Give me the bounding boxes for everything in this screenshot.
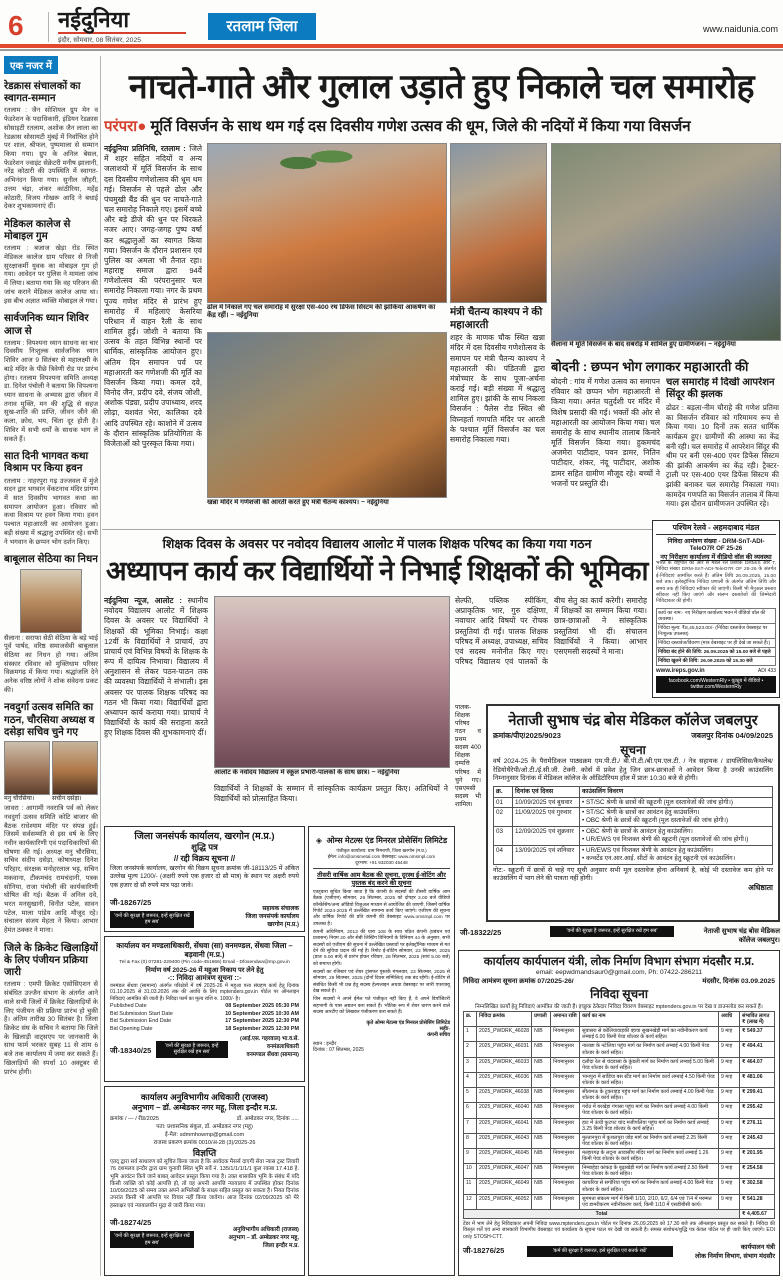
table-row	[494, 827, 773, 846]
railway-row: निविदा खुलने की तिथि: 26.09.2025 को 15.30 बजे	[656, 657, 776, 666]
procession-photo	[207, 143, 447, 303]
tender-row: 10 2025_PWDRK_46047 NIB नियमानुसार निम्बाहेड़ा कांकड़ के बूढ़ाखेड़ी मार्ग का निर्माण कार्य लम्बाई 2.50 किमी पेव्ड शोल्डर के कार्य सहित। 9 माह ₹ 254.58	[464, 1164, 775, 1179]
mhow-case-number: राजस्व प्रकरण क्रमांक 0010/अ-28 (3)/2025-26	[153, 1140, 256, 1146]
cell-details: • ST/SC श्रेणी के छात्रों का आवंटन हेतु काउंसलिंग। • OBC श्रेणी के छात्रों की स्क्रूटनी (मूल दस्तावेजों की जांच होगी।)	[580, 808, 773, 827]
railway-tender-subject: नए निरीक्षण कार्यालय में वीडियो वॉल की व्यवस्था	[660, 554, 772, 561]
railway-row: निविदा बंद होने की तिथि: 26.09.2025 को 15.00 बजे से पहले	[656, 648, 776, 657]
forest-body: वनमंडल सेंधवा (सामान्य) अंतर्गत परिक्षेत्रों में वर्ष 2025-26 में महुआ पत्ता संग्रहण कार्य हेतु दिनांक 01.10.2025 से 31.03.2026 तक की अवधि के लिए mptenders.gov.in पोर्टल पर ऑनलाइन निविदाएं आमंत्रित की जाती हैं। निविदा फार्म का मूल्य राशि रु. 1000/- है।	[110, 982, 299, 1002]
railway-tender-number: निविदा आमंत्रण संख्या - DRM-SnT-ADI- TeleO7R OF 25-26	[667, 538, 765, 552]
oms-heading: तीसरी वार्षिक आम बैठक की सूचना, दूरस्थ ई-वोटिंग और पुस्तक बंद करने की सूचना	[317, 872, 446, 887]
section-banner: रतलाम जिला	[208, 13, 316, 40]
lead-body: जिले में शहर सहित नदियों व अन्य जलाशयों में मूर्ति विसर्जन के साथ दस दिवसीय गणेशोत्सव की धूम थम गई। विसर्जन से पहले ढोल और पंचमुखी बैंड की धुन पर नाचते-गाते चल समारोह निकाले गए। इसमें बच्चे और बड़े डीजे की धुन पर थिरकते नजर आए। जगह-जगह पुष्प वर्षा कर श्रद्धालुओं का स्वागत किया गया। विसर्जन के दौरान प्रशासन एवं पुलिस का अमला भी तैनात रहा। महाराष्ट्र समाज द्वारा 94वें गणेशोत्सव की परंपरानुसार चल समारोह निकाला गया। नगर के प्रथम पूज्य गणेश मंदिर से प्रारंभ हुए समारोह में महिलाएं केसरिया परिधान में वाहन रैली के साथ शामिल हुईं। जोशी ने बताया कि उत्सव के तहत विभिन्न स्थानों पर धार्मिक, सांस्कृतिक आयोजन हुए। अंतिम दिन समापन पर्व पर महाआरती कर गणेशजी की मूर्ति का विसर्जन किया गया। कमल दवे, विनोद जैन, प्रदीप दवे, संजय जोशी, अशोक पंड्या, प्रदीप उपाध्याय, शरद लोढ़ा, यशवंत भेरा, कालिका दवे आदि उपस्थित रहे। काशोने में उत्सव के दौरान सांस्कृतिक प्रतियोगिता के विजेताओं को पुरस्कृत किया गया।	[104, 144, 202, 448]
pwd-signature: कार्यपालन यंत्री लोक निर्माण विभाग, संभाग मंदसौर	[695, 1244, 775, 1261]
header-divider	[48, 12, 49, 42]
railway-ad-ref: ADI 433	[757, 667, 776, 674]
mhow-sdm-ad	[104, 1086, 305, 1276]
company-logo-icon: ◈	[315, 836, 323, 845]
ad-number: जी-18276/25	[463, 1246, 505, 1256]
left-rail	[4, 56, 98, 1276]
col-header: काउंसलिंग विवरण	[580, 786, 773, 797]
forest-subject: निर्माण वर्ष 2025-26 में महुआ निकाय पर लेने हेतु	[145, 966, 264, 974]
school-photo-caption: आलोट के नवोदय विद्यालय में स्कूल प्रभारी-पालकों के साथ छात्र। ~ नईदुनिया	[214, 769, 400, 776]
rail-article-title: सार्वजनिक ध्यान शिविर आज से	[4, 313, 89, 337]
railway-row: कार्य का नाम:- नए निरीक्षण कार्यालय भवन में वीडियो वॉल की व्यवस्था।	[656, 608, 776, 624]
masthead-rule	[58, 32, 186, 34]
railway-ad-rows	[656, 608, 776, 666]
rail-article-body: सैलाना : सराफा सेठी सेठिया के बड़े भाई पूर्व पार्षद, वरिष्ठ समाजसेवी बाबूलाल सेठिया का निधन हो गया। अंतिम संस्कार रविवार को मुक्तिधाम परिसर विक्रमगढ़ में किया गया। श्रद्धांजलि देने अनेक वरिष्ठ लोगों ने शोक संवेदना प्रकट की।	[4, 634, 98, 694]
story2-headline: अध्यापन कार्य कर विद्यार्थियों ने निभाई शिक्षकों की भूमिका	[105, 556, 649, 586]
railway-ad-title: पश्चिम रेलवे - अहमदाबाद मंडल	[656, 523, 776, 535]
rail-article-title: बाबूलाल सेठिया का निधन	[4, 554, 98, 566]
minister-aarti-sub	[450, 306, 545, 526]
rail-article	[4, 313, 98, 444]
mhow-date: डॉ. अम्बेडकर नगर, दिनांक .....	[236, 1116, 299, 1122]
kicker-text: मूर्ति विसर्जन के साथ थम गई दस दिवसीय गणेश उत्सव की धूम, जिले की नदियों में किया गया विसर्जन	[150, 118, 691, 135]
ad-number: जी-18267/25	[110, 897, 152, 907]
cell-sn: 01	[494, 797, 513, 808]
tender-row: 5 2025_PWDRK_46038 NIB नियमानुसार सीतामऊ के टुकराहड़ पहुंच मार्ग का निर्माण कार्य लम्बाई 4.00 किमी पेव्ड शोल्डर के कार्य सहित। 9 माह ₹ 299.41	[464, 1088, 775, 1103]
railway-row: निविदा मूल्य: ₹8,45,523.00/- (निविदा दस्तावेज वेबसाइट पर निःशुल्क उपलब्ध)	[656, 624, 776, 639]
one-look-header: एक नजर में	[4, 56, 58, 74]
subhead-body: ढोढर : बड़ला-नीम चौराहे की गणेश प्रतिमा का विसर्जन रविवार को गरिमामय रूप से किया गया। 10 दिनों तक सतत धार्मिक कार्यक्रम हुए। ग्रामीणों की आस्था का केंद्र बनी रही। चल समारोह में आपरेशन सिंदूर की थीम पर बनी एस-400 एयर डिफेंस सिस्टम की झांकी आकर्षण का केंद्र रही। ट्रैक्टर-ट्राली पर एस-400 एयर डिफेंस सिस्टम की झांकी बनाकर चल समारोह निकाला गया। कामदेव गणपति का विसर्जन तालाब में किया गया। इस दौरान ग्रामीणजन उपस्थित रहे।	[666, 403, 779, 509]
tender-row: 4 2025_PWDRK_46036 NIB नियमानुसार भानपुरा में सांडिया बस स्टैंड मार्ग का निर्माण कार्य लम्बाई 4.50 किमी पेव्ड शोल्डर के कार्य सहित। 9 माह ₹ 481.06	[464, 1072, 775, 1087]
rule-gray	[0, 49, 783, 51]
pwd-note: टेंडर में भाग लेने हेतु निविदाकार अपनी निविदा www.mptenders.gov.in पोर्टल पर दिनांक 26.09.2025 को 17.30 बजे तक ऑनलाइन प्रस्तुत कर सकते हैं। निविदा की विस्तृत शर्तें एवं अन्य जानकारी विभागीय वेबसाइट एवं कार्यालय के सूचना पटल पर देखी जा सकती है। समस्त संशोधन/शुद्धि पत्र केवल पोर्टल पर ही जारी किए जाएंगे। EOI only STOSH-CTT.	[463, 1220, 775, 1240]
date-row: Bid Submission Start Date 10 September 2025 10:30 AM	[110, 1010, 299, 1017]
medical-note: नोट:- स्क्रूटनी में छात्रों से चाहे गए सूची अनुसार सभी मूल दस्तावेज होना अनिवार्य है, कोई भी दस्तावेज कम होने पर काउंसलिंग में भाग लेने की पात्रता नहीं होगी।	[493, 866, 773, 882]
oms-paragraph: सदस्यों का रजिस्टर एवं शेयर ट्रांसफर पुस्तकें मंगलवार, 23 सितम्बर, 2025 से सोमवार, 29 सितम्बर, 2025 (दोनों दिवस सम्मिलित) तक बंद रहेंगी। ई-वोटिंग से संबंधित किसी भी प्रश्न हेतु सदस्य हेल्पलाइन अथवा वेबसाइट पर जारी एफएक्यू देख सकते हैं।	[313, 969, 450, 994]
bodni-body: बोदनी : गांव में गणेश उत्सव का समापन रविवार को छप्पन भोग महाआरती से किया गया। अनंत चतुर्दशी पर मंदिर में विशेष प्रसादी की गई। भक्तों की ओर से महाआरती का आयोजन किया गया। चल समारोह के साथ स्थानीय तालाब किनारे मूर्ति विसर्जन किया गया। हुकमचंद अजमेरा पाटीदार, पवन डामर, नितिन पाटीदार, शंकर, नंदू पाटीदार, अशोक डामर सहित ग्रामीण मौजूद रहे। बच्चों ने भजनों पर प्रस्तुति दी।	[551, 377, 660, 488]
ad-number: जी-18322/25	[460, 928, 502, 937]
date-row: Published Date 08 September 2025 05:30 PM	[110, 1003, 299, 1009]
cell-sn: 04	[494, 845, 513, 864]
khargone-title: जिला जनसंपर्क कार्यालय, खरगोन (म.प्र.)	[134, 831, 275, 842]
story2-thin-column: पालक-शिक्षक परिषद गठन व प्रथम सदस्य 400 शिक्षक दम्पत्ति परिषद में चुने गए। एसएमसी सदस्य भी शामिल।	[455, 704, 481, 808]
tender-row: 6 2025_PWDRK_46040 NIB नियमानुसार गरोठ में बरखेड़ा गंगासा पहुंच मार्ग का निर्माण कार्य लम्बाई 4.00 किमी पेव्ड शोल्डर के कार्य सहित। 9 माह ₹ 295.42	[464, 1103, 775, 1118]
school-photo	[214, 596, 450, 768]
story2-body: स्थानीय नवोदय विद्यालय आलोट में शिक्षक दिवस के अवसर पर विद्यार्थियों ने शिक्षकों की भूमिका निभाई। कक्षा 12वीं के विद्यार्थियों ने प्राचार्य, उप प्राचार्य एवं विभिन्न विषयों के शिक्षक के रूप में दायित्व निभाया। विद्यालय में अनुशासन से लेकर पठन-पाठन तक की व्यवस्था विद्यार्थियों ने संभाली। इस अवसर पर पालक शिक्षक परिषद का गठन भी किया गया। विद्यार्थियों द्वारा अध्यापन कार्य कराया गया। प्राचार्य ने विद्यार्थियों के कार्य की सराहना करते हुए शिक्षक दिवस की शुभकामनाएं दीं।	[104, 596, 208, 738]
railway-row: निविदा दस्तावेज/विवरण (मात्र वेबसाइट पर ही देखे जा सकते हैं।)	[656, 639, 776, 648]
mhow-email[interactable]: ई-मेल: sdmmhowmp@gmail.com	[164, 1132, 245, 1138]
subhead: चल समारोह में दिखी आपरेशन सिंदूर की झलक	[666, 377, 775, 400]
rail-article-title: रेडक्रास संचालकों का स्वागत-सम्मान	[4, 81, 81, 105]
cell-date: 13/09/2025 एवं शनिवार	[513, 845, 580, 864]
mhow-subtitle: अनुभाग – डॉ. अम्बेडकर नगर महू, जिला इन्दौर म.प्र.	[131, 1103, 278, 1112]
story2-column-left	[104, 596, 208, 824]
pwd-date: मंदसौर, दिनांक 03.09.2025	[702, 978, 775, 985]
date-row: Bid Opening Date 18 September 2025 12:30 PM	[110, 1025, 299, 1032]
tender-row: 7 2025_PWDRK_46041 NIB नियमानुसार हाट में ऊंची फुटपट चांद मजीपलिया पहुंच मार्ग का निर्माण कार्य लम्बाई 3.25 किमी पेव्ड शोल्डर के कार्य सहित। 9 माह ₹ 276.11	[464, 1118, 775, 1133]
lead-kicker	[104, 116, 779, 138]
tender-row: 2 2025_PWDRK_46031 NIB नियमानुसार नालछा के नटेलिया पहुंच मार्ग का निर्माण कार्य लम्बाई 4.00 किमी पेव्ड शोल्डर के कार्य सहित। 9 माह ₹ 494.41	[464, 1042, 775, 1057]
aarti-photo-caption: खन्ना मंदिर में गणेशजी की आरती करते हुए मंत्री चैतन्य काश्यप। ~ नईदुनिया	[207, 499, 389, 506]
col-header: क्र.	[494, 786, 513, 797]
rail-article-title: जिले के क्रिकेट खिलाड़ियों के लिए पंजीयन प्रक्रिया जारी	[4, 942, 98, 979]
total-row: Total ₹ 4,405.67	[464, 1209, 775, 1218]
page-header	[0, 0, 783, 52]
story2-kicker: शिक्षक दिवस के अवसर पर नवोदय विद्यालय आलोट में पालक शिक्षक परिषद का किया गया गठन	[162, 537, 592, 551]
cell-sn: 03	[494, 827, 513, 846]
oms-paragraph: कंपनी अधिनियम, 2013 की धारा 108 के साथ पठित कंपनी (प्रबंधन एवं प्रशासन) नियम 20 और सेबी लिस्टिंग विनियमों के विनियम 44 के अनुसार, सभी सदस्यों को एजीएम की सूचना में उल्लेखित प्रस्तावों पर इलेक्ट्रॉनिक माध्यम से मत देने की सुविधा प्रदान की गई है। रिमोट ई-वोटिंग सोमवार, 22 सितम्बर, 2025 (प्रातः 9.00 बजे) से प्रारंभ होकर रविवार, 28 सितम्बर, 2025 (सायं 5.00 बजे) को समाप्त होगी।	[313, 929, 450, 967]
rally-photo	[450, 143, 547, 303]
rail-article	[4, 81, 98, 212]
oms-paragraph: जिन सदस्यों ने अपने ईमेल पते पंजीकृत नहीं किए हैं, वे अपने डिपॉजिटरी सहभागी के पास अद्यतन करा सकते हैं। भौतिक रूप में शेयर धारण करने वाले सदस्य आरटीए को लिखकर पंजीकरण करा सकते हैं।	[313, 997, 450, 1015]
mhow-address: पता: प्रशासनिक संकुल, डॉ. अम्बेडकर नगर (महू)	[156, 1124, 253, 1130]
table-row	[494, 808, 773, 827]
forest-tender-ad	[104, 936, 305, 1082]
forest-contact[interactable]: Tel & Fax (0) 07281-229400 (Pin code-451666) Email - Dfosendwa@mp.gov.in	[119, 959, 290, 965]
pwd-tender-ad	[458, 950, 780, 1276]
rail-article	[4, 451, 98, 547]
medical-signature: अधिष्ठाता	[748, 883, 773, 893]
railway-website-link[interactable]: www.ireps.gov.in	[656, 667, 705, 674]
pwd-notice-label: निविदा सूचना	[590, 987, 648, 1001]
cell-details: • OBC श्रेणी के छात्रों के आवंटन हेतु काउंसलिंग। • UR/EWS एवं निःशक्त श्रेणी की स्क्रूटनी (मूल दस्तावेजों की जांच होगी।)	[580, 827, 773, 846]
rail-article	[4, 219, 98, 306]
pwd-ref: निविदा आमंत्रण सूचना क्रमांक 07/2025-26/	[463, 978, 574, 985]
mhow-ref: क्रमांक / — / रीड/2025	[110, 1116, 160, 1122]
pwd-table	[463, 1011, 775, 1219]
photo-caption: सचीन दसेड़ा।	[52, 795, 82, 803]
rail-article	[4, 554, 98, 695]
khargone-signature: सहायक संचालक जिला जनसंपर्क कार्यालय खरगोन (म.प्र.)	[245, 906, 299, 929]
forest-title: कार्यालय वन मण्डलाधिकारी, सेंधवा (सा) वनमण्डल, सेंधवा जिला – बड़वानी (म.प्र.)	[116, 941, 293, 960]
medical-date: जबलपुर दिनांक 04/09/2025	[691, 731, 773, 740]
committee-secretary-photo	[52, 741, 98, 795]
immersion-photo	[551, 143, 781, 341]
table-header-row	[494, 786, 773, 797]
tender-row: 12 2025_PWDRK_46052 NIB नियमानुसार सुगमता संकल्प मार्ग में किमी 1/10, 2/10, 6/2, 6/4 एवं 7/4 में मरम्मत एवं डामरीकरण नवीनीकरण कार्य, किमी 1/10 में एसडीबीसी कार्य। 9 माह ₹ 541.28	[464, 1194, 775, 1209]
subhead: मंत्री चैतन्य काश्यप ने की महाआरती	[450, 306, 543, 331]
oms-metals-ad	[308, 826, 455, 1276]
rail-article-title: सात दिनी भागवत कथा विश्राम पर किया हवन	[4, 451, 89, 475]
pwd-email[interactable]: email: eepwdmandsaur0@gmail.com, Ph: 07422-286211	[535, 969, 702, 976]
website-link[interactable]: www.naidunia.com	[702, 24, 778, 34]
medical-college-notice	[486, 704, 780, 922]
cell-date: 12/09/2025 एवं शुक्रवार	[513, 827, 580, 846]
medical-ref-number: क्रमांक/पीए/2025/9023	[493, 731, 561, 740]
railway-social-strip[interactable]: facebook.com/WesternRly • यूट्यूब में वीडियो • twitter.com/WesternRly	[656, 676, 776, 694]
rule-red	[0, 44, 783, 48]
masthead-logo: नईदुनिया	[58, 7, 130, 32]
cell-date: 11/09/2025 एवं गुरुवार	[513, 808, 580, 827]
procession-photo-caption: ढोल में निकाले गए चल समारोह में सुरक्षा एस-400 रथ डिफेंस सिस्टम की झांकियां आकर्षण का केंद्र रहीं। ~ नईदुनिया	[207, 304, 436, 320]
slogan-strip: 'वनों की सुरक्षा है जरूरत, इन्हें सुरक्षित रखें हम सब'	[156, 1041, 228, 1059]
col-header: दिनांक एवं दिवस	[513, 786, 580, 797]
rail-article-title: मेडिकल कालेज से मोबाइल गुम	[4, 218, 71, 243]
oms-place-date: स्थान : इन्दौर दिनांक : 07 सितम्बर, 2025	[313, 1041, 364, 1054]
tender-row: 3 2025_PWDRK_46033 NIB नियमानुसार दलौदा रेल से चंदवासा के कुंडली मार्ग का निर्माण कार्य लम्बाई 5.00 किमी पेव्ड शोल्डर के कार्य सहित। 9 माह ₹ 464.07	[464, 1057, 775, 1072]
rail-article	[4, 943, 98, 1077]
khargone-body: जिला जनसंपर्क कार्यालय, खरगोन की विक्रय सूचना क्रमांक जी-18113/25 में अंकित उल्लेख मूल्य 1200/- (अक्षरी रुपये एक हजार दो सौ मात्र) के स्थान पर अक्षरी रुपये एक हजार दो सौ रुपये मात्र पढ़ा जावे।	[110, 865, 299, 889]
rail-article	[4, 702, 98, 935]
tender-row: 8 2025_PWDRK_46043 NIB नियमानुसार मुल्तानपुरा में कुशलपुरा जोड़ मार्ग का निर्माण कार्य लम्बाई 2.25 किमी पेव्ड शोल्डर के कार्य सहित। 9 माह ₹ 245.43	[464, 1133, 775, 1148]
mhow-signature: अनुविभागीय अधिकारी (राजस्व) अनुभाग – डॉ. अम्बेडकर नगर महू, जिला इन्दौर म.प्र.	[228, 1226, 299, 1249]
slogan-strip: 'वनों की सुरक्षा है जरूरत, इन्हें सुरक्षित रखें हम सब'	[110, 1231, 194, 1249]
medical-notice-footer	[458, 926, 780, 946]
rail-divider	[100, 56, 101, 1276]
date-row: Bid Submission End Date 17 September 2025 12:30 PM	[110, 1018, 299, 1025]
lead-byline: नईदुनिया प्रतिनिधि, रतलाम :	[104, 144, 186, 153]
mhow-title: कार्यालय अनुविभागीय अधिकारी (राजस्व)	[140, 1092, 269, 1102]
oms-signature: कृते ओम्स मेटल्स एंड मिनरल प्रोसेसिंग लिमिटेड सही/- कंपनी सचिव	[366, 1020, 450, 1039]
khargone-ad	[104, 826, 305, 932]
oms-phone: दूरभाष: +91 932030 45448	[355, 860, 408, 865]
immersion-photo-caption: सैलाना में मूर्ति विसर्जन के बाद सबरोड़ में शामिल हुए ग्रामीणजन। ~ नईदुनिया	[551, 341, 736, 348]
counselling-table	[493, 786, 773, 865]
operation-sindoor-sub	[666, 377, 779, 526]
ad-number: जी-18274/25	[110, 1217, 152, 1227]
medical-title: नेताजी सुभाष चंद्र बोस मेडिकल कॉलेज जबलपुर	[508, 713, 758, 729]
subhead-body: शहर के माणक चौक स्थित खन्ना मंदिर में दस दिवसीय गणेशोत्सव के समापन पर मंत्री चैतन्य काश्यप ने महाआरती की। पंडितजी द्वारा मंत्रोच्चार के साथ पूजा-अर्चना कराई गई। बड़ी संख्या में श्रद्धालु शामिल हुए। झांकी के साथ निकला विसर्जन : पैलेस रोड स्थित श्री विघ्नहर्ता गणपति मंदिर पर आरती के पश्चात मूर्ति विसर्जन का चल समारोह निकाला गया।	[450, 333, 545, 444]
rail-article-body: रतलाम : जैन सोशियल ग्रुप मेन व फेडरेशन के पदाधिकारी, इंडियन रेडक्रास सोसाइटी रतलाम, अशोक जैन लाला का रेडक्रास सोसायटी मुंबई में निर्वाचित होने पर शाल, श्रीफल, पुष्पमाला से सम्मान किया गया। ग्रुप के अनिल बेसल, फेडरेशन ज्वाइंट सेक्रेटरी मनीष झालानी, नरेंद्र कोठारी की उपस्थिति में स्वागत-अभिनंदन किया गया। सुनील जौहरी, उत्तम चंद्रा, शंकर कांठीरिया, महेंद्र कोठारी, विजय गोखरू आदि ने बधाई देकर शुभकामनाएं दीं।	[4, 107, 98, 211]
page-number: 6	[8, 10, 24, 41]
tender-row: 9 2025_PWDRK_46045 NIB नियमानुसार मल्हारगढ़ के लदूना आवासीय मंदिर मार्ग का निर्माण कार्य लम्बाई 1.26 किमी पेव्ड शोल्डर के कार्य सहित। 9 माह ₹ 201.95	[464, 1148, 775, 1163]
story2-column-right: सेल्फी, पब्लिक स्पीकिंग, अप्राकृतिक भार, गुरु दक्षिणा, नवाचार आदि विषयों पर रोचक प्रस्तुतियां दी गईं। पालक शिक्षक परिषद में अध्यक्ष, उपाध्यक्ष, सचिव एवं सदस्य मनोनीत किए गए। परिषद विद्यालय एवं पालकों के बीच सेतु का कार्य करेगी। समारोह में शिक्षकों का सम्मान किया गया। छात्र-छात्राओं ने सांस्कृतिक प्रस्तुतियां भी दीं। संचालन विद्यार्थियों ने किया। आभार एसएमसी सदस्यों ने माना।	[455, 596, 647, 667]
rail-article-body: रतलाम : एमपी क्रिकेट एसोसिएशन से संबंधित उज्जैन संभाग के अंतर्गत आने वाले सभी जिलों में क्रिकेट खिलाड़ियों के लिए पंजीयन की प्रक्रिया प्रारंभ हो चुकी है। अंतिम तारीख 30 सितंबर है। जिला क्रिकेट संघ के सचिव ने बताया कि जिले के खिलाड़ी वाट्सएप पर जानकारी के साथ फार्म भरकर सुबह 11 से शाम 6 बजे तक कार्यालय में जमा कर सकते हैं। खिलाड़ियों की स्पर्धा 10 अक्टूबर से प्रारंभ होगी।	[4, 981, 98, 1076]
bodni-subhead: बोदनी : छप्पन भोग लगाकर महाआरती की	[551, 359, 749, 374]
lead-headline: नाचते-गाते और गुलाल उड़ाते हुए निकाले चल समारोह	[128, 68, 755, 106]
medical-body: वर्ष 2024-25 के पैरामेडिकल पाठ्यक्रम एम.पी.टी./ बी.पी.टी./बी.एम.एल.टी. / नेत्र सहायक / डायलिसिस/कैथलेब/रेडियोथैरेपी/ओ.टी./ई.सी.जी. टेक्नी. कोर्स में प्रवेश हेतु जिन छात्र-छात्राओं ने आवेदन किया है उनकी काउंसलिंग निम्नानुसार दिनांक में मेडिकल कॉलेज के ऑडिटोरियम हॉल में प्रातः 10:30 बजे से होगी।	[493, 758, 773, 783]
mhow-body: एतद् द्वारा सर्व साधारण को सूचित किया जाता है कि आवेदक मैसर्स दाएगी सेवा न्यास ट्रस्ट तिवारी 76 दशमलव इन्दौर द्वारा ग्राम चुनावी स्थित भूमि सर्वे नं. 135/1/1/1/1/1 कुल रकबा 17.418 हे. भूमि आवंटन किये जाने बाबत् आवेदन प्रस्तुत किया गया है। उक्त शासकीय भूमि के संबंध में यदि किसी व्यक्ति को कोई आपत्ति हो, तो वह अपनी आपत्ति न्यायालय में उपस्थित होकर दिनांक 10/09/2025 को समय उक्त अपने अभिलेखों के साक्ष्य सहित प्रस्तुत कर सकता है। नियत दिनांक उपरांत किसी भी आपत्ति पर विचार नहीं किया जावेगा। आज दिनांक 02/09/2025 को मेरे हस्ताक्षर एवं न्यायालयीन मुद्रा से जारी किया गया।	[110, 1159, 299, 1209]
cell-sn: 02	[494, 808, 513, 827]
tender-row: 11 2025_PWDRK_46049 NIB नियमानुसार काचरिया से सगोरिया पहुंच मार्ग का निर्माण कार्य लम्बाई 4.00 किमी पेव्ड शोल्डर के कार्य सहित। 9 माह ₹ 302.58	[464, 1179, 775, 1194]
table-row	[494, 845, 773, 864]
rail-article-body: रतलाम : विपश्यना ध्यान साधना का चार दिवसीय निःशुल्क सार्वजनिक ध्यान शिविर आज 9 सितंबर से महालक्ष्मी के बाड़े मंदिर के पीछे त्रिवेणी रोड पर प्रारंभ होगा। रतलाम विपश्यना समिति अध्यक्ष डा. दिनेश पंचोली ने बताया कि विपश्यना ध्यान साधना के अभ्यास द्वारा जीवन में तनाव मुक्ति, मन की शुद्धि से सहज सुख-शांति की प्राप्ति, जीवन जीने की कला, क्रोध, भय, चिंता दूर होती है। शिविर में सभी धर्मों के साधक भाग ले सकते हैं।	[4, 339, 98, 443]
rail-article-body: जावरा : आगामी नवरात्रि पर्व को लेकर नवदुर्गा उत्सव समिति कोटि बाजार की बैठक राधेश्याम मंदिर पर संपन्न हुई। जिसमें सर्वसम्मति से इस वर्ष के लिए नवीन कार्यकारिणी एवं पदाधिकारियों की घोषणा की गई। अध्यक्ष मनु चौरसिया, सचिव संदीप दसेड़ा, कोषाध्यक्ष दिनेश परिहार, संरक्षक मनोहरलाल भट्ट, सचिन मकवाना, टीकमचंद रामचंदानी, पत्रक सोनिया, राजा पंचोली की कार्यकारिणी घोषित की गई। बैठक में अनिल दवे, भरत मनसुखानी, विनीत पटेल, सावन पटेल, माला पांडेय आदि मौजूद रहे। संचालन संजय मेहता ने किया। आभार हेमंत ठक्कर ने माना।	[4, 805, 98, 935]
committee-president-photo	[4, 741, 50, 795]
slogan-strip: 'कर्म की सुरक्षा है जरूरत, इसे सुरक्षित एवं सतर्क रखें'	[527, 1246, 673, 1257]
obituary-photo	[20, 569, 82, 633]
khargone-notice-type: // रद्दी विक्रय सूचना //	[173, 854, 236, 864]
photo-caption: मनु चौरसिया।	[4, 795, 35, 803]
lead-column-1	[104, 144, 202, 526]
ad-number: जी-18340/25	[110, 1046, 152, 1056]
pwd-title: कार्यालय कार्यपालन यंत्री, लोक निर्माण विभाग संभाग मंदसौर म.प्र.	[483, 956, 755, 968]
rail-article-body: रतलाम : नाहरपुरा गढ़ उज्जवल में मुंजे सदन द्वार भगवान वेंकटनाथ मंदिर प्रांगण में सात दिवसीय भागवत कथा का समापन आयोजन हुआ। रविवार को कथा विश्राम पर हवन किया गया। हवन पश्चात महाआरती का आयोजन हुआ। बड़ी संख्या में श्रद्धालु उपस्थित रहे। सभी ने भगवान के छप्पन भोग दर्शन किए।	[4, 477, 98, 546]
forest-notice-label: -:: निविदा आमंत्रण सूचना ::-	[167, 974, 242, 982]
oms-paragraph: एतद्द्वारा सूचित किया जाता है कि कंपनी के सदस्यों की तीसरी वार्षिक आम बैठक (एजीएम) सोमवार, 29 सितम्बर, 2025 को दोपहर 3.00 बजे वीडियो कॉन्फ्रेंसिंग/अन्य ऑडियो विजुअल माध्यम से आयोजित की जाएगी, जिसमें वार्षिक रिपोर्ट 2024-2025 में उल्लेखित सामान्य कार्य किए जाएंगे। एजीएम की सूचना और वार्षिक रिपोर्ट की प्रति कंपनी की वेबसाइट www.omsmpl.com पर उपलब्ध है।	[313, 890, 450, 927]
slogan-strip: 'वनों की सुरक्षा है जरूरत, इन्हें सुरक्षित रखें हम सब'	[550, 926, 674, 937]
story2-below-photo: विद्यार्थियों ने शिक्षकों के सम्मान में सांस्कृतिक कार्यक्रम प्रस्तुत किए। अतिथियों ने विद्यार्थियों को प्रोत्साहित किया।	[214, 784, 448, 804]
cell-details: • UR/EWS एवं निःशक्त श्रेणी के आवंटन हेतु काउंसलिंग। • कन्वर्टेड एन.आर.आई. सीटों के आवंटन हेतु स्क्रूटनी एवं काउंसलिंग।	[580, 845, 773, 864]
mhow-notice-label: विज्ञप्ति	[192, 1148, 217, 1158]
medical-notice-label: सूचना	[620, 743, 646, 757]
dateline: इंदौर, सोमवार, 08 सितंबर, 2025	[58, 37, 142, 45]
oms-address: पंजीकृत कार्यालय: ग्राम निमराणी, जिला खरगोन (म.प्र.)	[336, 848, 427, 853]
oms-contact[interactable]: ईमेल: info@omsmetal.com वेबसाइट: www.omsmpl.com	[327, 854, 436, 859]
tender-row: 1 2025_PWDRK_46028 NIB नियमानुसार सुवासरा से कोलियावाड़की व्हाया सुखनखेड़ी मार्ग का नवीनीकरण कार्य लम्बाई 6.00 किमी पेव्ड शोल्डर के कार्य सहित। 9 माह ₹ 549.37	[464, 1027, 775, 1042]
railway-tender-ad	[652, 520, 780, 698]
kicker-label: परंपरा●	[104, 118, 147, 135]
aarti-photo	[207, 332, 447, 498]
khargone-subtitle: शुद्धि पत्र	[191, 842, 218, 853]
slogan-strip: 'वनों की सुरक्षा है जरूरत, इन्हें सुरक्षित रखें हम सब'	[110, 911, 194, 929]
cell-date: 10/09/2025 एवं बुधवार	[513, 797, 580, 808]
story2-byline: नईदुनिया न्यूज, आलोट :	[104, 596, 182, 605]
medical-signature-2: नेताजी सुभाष चंद्र बोस मेडिकल कॉलेज जबलपुर।	[703, 928, 780, 944]
rail-article-body: रतलाम : बजाज खेड़ा रोड स्थित मेडिकल कालेज ग्राम परिसर से निजी सुरक्षाकर्मी युवक का मोबाइल गुम हो गया। आवेदन पर पुलिस ने मामला जांच में लिया। बताया गया कि वह परिजन की जांच कराने मेडिकल कालेज आया था। इस बीच अज्ञात व्यक्ति मोबाइल ले गया।	[4, 245, 98, 305]
railway-ad-body: भारत के राष्ट्रपति की ओर से मंडल रेल प्रबंधक DRM/S और T, निविदा संख्या DRM-SnT-ADI-TeleO7R OF 25-26 के अंतर्गत ई-निविदाएं आमंत्रित करते हैं। अंतिम तिथि 26.09.2025, 15.00 बजे तक। इलेक्ट्रॉनिक निविदा प्रणाली के अंतर्गत अंतिम तिथि और समय तक ही निविदाएं स्वीकार की जाएंगी। किसी भी मैनुअल प्रस्ताव स्वीकार नहीं किए जाएंगे और संलग्न दस्तावेजों की जिम्मेदारी निविदाकार की होगी।	[656, 561, 776, 605]
table-row	[494, 797, 773, 808]
oms-logo-row	[313, 830, 450, 869]
oms-company-name: ओम्स मेटल्स एंड मिनरल प्रोसेसिंग लिमिटेड	[326, 836, 448, 845]
table-header-row: क्र. निविदा क्रमांक प्रणाली अमानत राशि कार्य का नाम अवधि संभावित लागत ₹ (लाख में)	[464, 1012, 775, 1027]
cell-details: • ST/SC श्रेणी के छात्रों की स्क्रूटनी (मूल दस्तावेजों की जांच होगी।)	[580, 797, 773, 808]
pwd-intro: निम्नलिखित कार्यों हेतु निविदाएं आमंत्रित की जाती हैं। इच्छुक ठेकेदार निविदा विवरण वेबसाइट mptenders.gov.in पर देख व डाउनलोड कर सकते हैं।	[475, 1004, 763, 1010]
forest-signature: (आई.एस. गहरवाल) भा.व.से. वनमंडलाधिकारी वनमण्डल सेंधवा (सामान्य)	[240, 1036, 299, 1059]
forest-dates	[110, 1003, 299, 1033]
rail-article-title: नवदुर्गा उत्सव समिति का गठन, चौरसिया अध्यक्ष व दसेड़ा सचिव चुने गए	[4, 702, 95, 738]
